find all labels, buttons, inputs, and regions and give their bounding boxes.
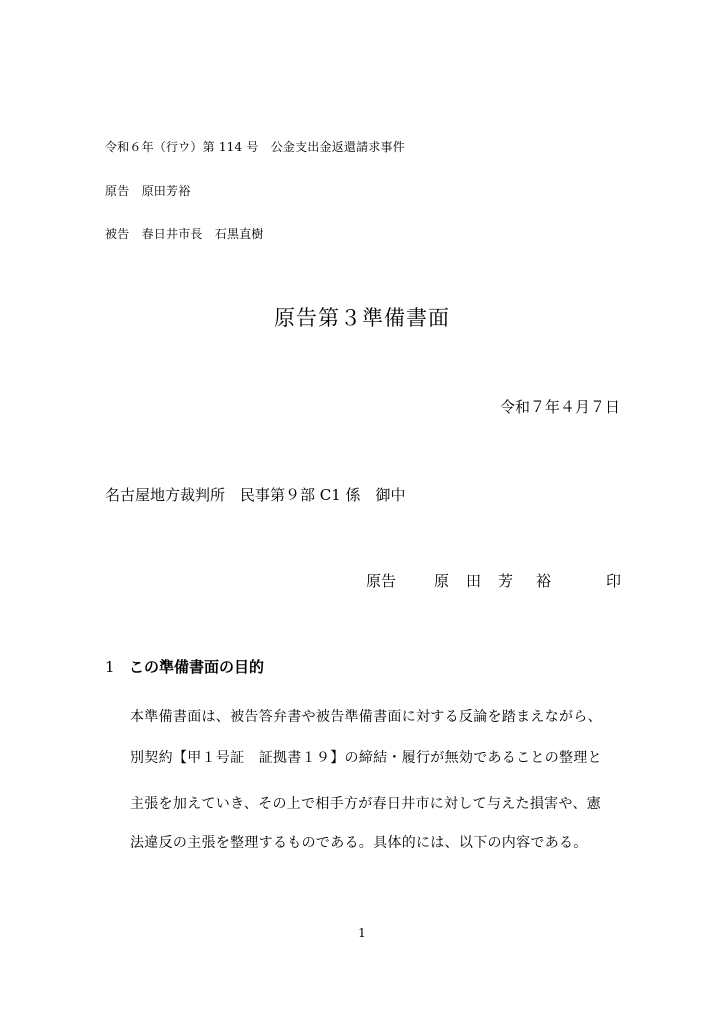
case-number-line: 令和６年（行ウ）第 114 号 公金支出金返還請求事件 (105, 140, 405, 154)
body-line: 別契約【甲１号証 証拠書１９】の締結・履行が無効であることの整理と (130, 750, 602, 766)
signature-name-char-4: 裕 (536, 572, 552, 590)
body-line: 法違反の主張を整理するものである。具体的には、以下の内容である。 (130, 835, 588, 851)
plaintiff-line: 原告 原田芳裕 (105, 184, 191, 198)
document-date: 令和７年４月７日 (499, 398, 620, 416)
document-title: 原告第３準備書面 (274, 306, 450, 330)
body-line: 主張を加えていき、その上で相手方が春日井市に対して与えた損害や、憲 (130, 796, 602, 812)
court-addressee: 名古屋地方裁判所 民事第９部 C1 係 御中 (105, 486, 406, 504)
page-number: 1 (358, 926, 366, 940)
seal-mark: 印 (606, 572, 622, 590)
signature-role: 原告 (366, 572, 397, 590)
section-heading (105, 656, 264, 677)
signature-name-char-2: 田 (466, 572, 482, 590)
signature-name-char-3: 芳 (498, 572, 514, 590)
body-line: 本準備書面は、被告答弁書や被告準備書面に対する反論を踏まえながら、 (130, 709, 602, 725)
section-heading-text: この準備書面の目的 (129, 658, 265, 676)
signature-name-char-1: 原 (434, 572, 450, 590)
section-number: 1 (105, 658, 115, 676)
defendant-line: 被告 春日井市長 石黒直樹 (105, 227, 264, 241)
